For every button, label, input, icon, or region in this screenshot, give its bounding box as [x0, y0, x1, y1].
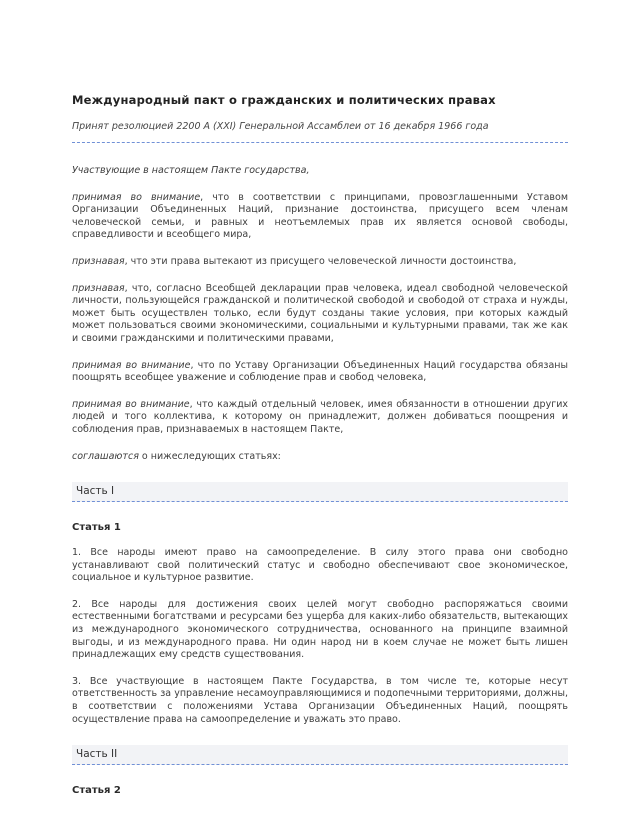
section-heading-part-1: Часть I [72, 482, 568, 502]
preamble-lead: признавая [72, 282, 125, 294]
preamble-rest: , что эти права вытекают из присущего человеческой личности достоинства, [124, 255, 517, 267]
preamble-rest: , что в соответствии с принципами, провозглашенными Уставом Организации Объединенных Наций, признание достоинства, присущего всем членам человеческой семьи, и равных и неотъемлемых прав их является основой свободы, справедливости и всеобщего мира, [72, 191, 568, 241]
preamble-lead: принимая во внимание [72, 398, 190, 410]
preamble-rest: , что, согласно Всеобщей декларации прав человека, идеал свободной человеческой личности, пользующейся гражданской и политической свободой и свободой от страха и нужды, может быть осуществлен только, если будут созданы такие условия, при которых каждый может пользоваться своими экономическими, социальными и культурными правами, так же как и своими гражданскими и политическими правами, [72, 282, 568, 344]
article-paragraph: 2. Все народы для достижения своих целей могут свободно распоряжаться своими естественными богатствами и ресурсами без ущерба для каких-либо обязательств, вытекающих из международного экономического сотрудничества, основанного на принципе взаимной выгоды, и из международного права. Ни один народ ни в коем случае не может быть лишен принадлежащих ему средств существования. [72, 598, 568, 661]
preamble [72, 165, 568, 463]
article-paragraph: 1. Все народы имеют право на самоопределение. В силу этого права они свободно устанавливают свой политический статус и свободно обеспечивают свое экономическое, социальное и культурное развитие. [72, 547, 568, 584]
dashed-separator [72, 142, 568, 143]
preamble-rest: , что каждый отдельный человек, имея обязанности в отношении других людей и того коллектива, к которому он принадлежит, должен добиваться поощрения и соблюдения прав, признаваемых в настоящем Пакте, [72, 398, 568, 435]
document-title: Международный пакт о гражданских и политических правах [72, 93, 496, 107]
section-part-2 [72, 745, 568, 797]
preamble-rest: , что по Уставу Организации Объединенных Наций государства обязаны поощрять всеобщее уважение и соблюдение прав и свобод человека, [72, 359, 568, 384]
article-title-2: Статья 2 [72, 785, 121, 797]
preamble-paragraph [72, 399, 568, 437]
article-1-body [72, 547, 568, 726]
preamble-paragraph [72, 451, 568, 464]
preamble-lead: соглашаются [72, 450, 139, 462]
preamble-rest: о нижеследующих статьях: [138, 450, 281, 462]
preamble-lead: признавая [72, 255, 125, 267]
preamble-lead: Участвующие в настоящем Пакте государства, [72, 165, 310, 176]
document-subtitle: Принят резолюцией 2200 А (XXI) Генеральной Ассамблеи от 16 декабря 1966 года [72, 121, 489, 132]
preamble-paragraph [72, 256, 568, 269]
preamble-paragraph [72, 283, 568, 346]
preamble-lead: принимая во внимание [72, 359, 191, 371]
preamble-paragraph [72, 165, 568, 178]
section-heading-part-2: Часть II [72, 745, 568, 765]
article-title-1: Статья 1 [72, 522, 121, 534]
preamble-paragraph [72, 192, 568, 242]
article-paragraph: 3. Все участвующие в настоящем Пакте Государства, в том числе те, которые несут ответственность за управление несамоуправляющимися и подопечными территориями, должны, в соответствии с положениями Устава Организации Объединенных Наций, поощрять осуществление права на самоопределение и уважать это право. [72, 675, 568, 725]
preamble-lead: принимая во внимание [72, 191, 201, 203]
preamble-paragraph [72, 360, 568, 385]
section-part-1 [72, 482, 568, 726]
